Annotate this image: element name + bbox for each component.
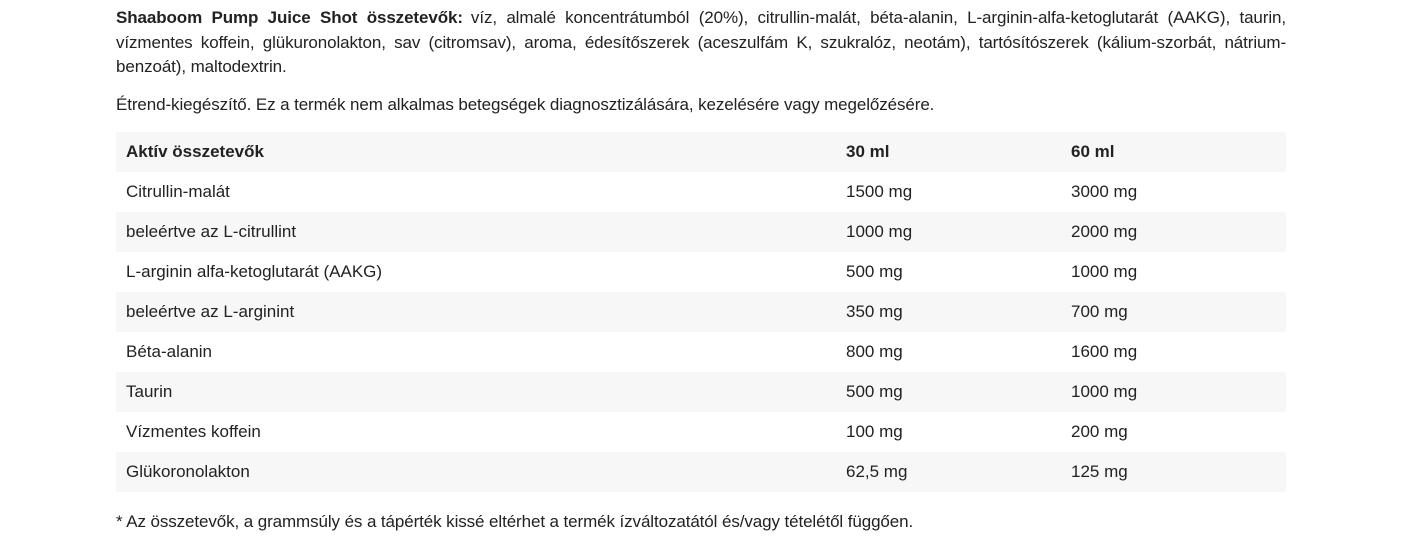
header-active-ingredients: Aktív összetevők	[126, 142, 264, 161]
table-row	[116, 292, 1286, 332]
amount-30ml: 350 mg	[846, 302, 903, 321]
table-row	[116, 212, 1286, 252]
amount-60ml: 1000 mg	[1071, 262, 1138, 281]
amount-60ml: 700 mg	[1071, 302, 1128, 321]
amount-60ml: 125 mg	[1071, 462, 1128, 481]
ingredient-name: Glükoronolakton	[126, 462, 250, 481]
amount-30ml: 1000 mg	[846, 222, 913, 241]
header-60ml: 60 ml	[1071, 142, 1115, 161]
ingredient-name: Vízmentes koffein	[126, 422, 261, 441]
amount-30ml: 500 mg	[846, 382, 903, 401]
amount-30ml: 62,5 mg	[846, 462, 908, 481]
ingredients-paragraph	[116, 6, 1286, 80]
table-row	[116, 172, 1286, 212]
amount-30ml: 500 mg	[846, 262, 903, 281]
ingredient-name: beleértve az L-citrullint	[126, 222, 297, 241]
ingredient-name: beleértve az L-arginint	[126, 302, 295, 321]
product-description	[116, 6, 1286, 117]
ingredients-text: víz, almalé koncentrátumból (20%), citrullin-malát, béta-alanin, L-arginin-alfa-ketoglutarát (AAKG), taurin, vízmentes koffein, glükuronolakton, sav (citromsav), aroma, édesítőszerek (aceszulfám K, szukralóz, neotám), tartósítószerek (kálium-szorbát, nátrium-benzoát), maltodextrin.	[116, 8, 1286, 76]
supplement-notice: Étrend-kiegészítő. Ez a termék nem alkalmas betegségek diagnosztizálására, kezelésére vagy megelőzésére.	[116, 94, 935, 114]
amount-60ml: 1000 mg	[1071, 382, 1138, 401]
amount-60ml: 1600 mg	[1071, 342, 1138, 361]
footnote: * Az összetevők, a grammsúly és a tápérték kissé eltérhet a termék ízváltozatától és/vagy tételétől függően.	[116, 512, 914, 531]
ingredient-name: L-arginin alfa-ketoglutarát (AAKG)	[126, 262, 383, 281]
amount-30ml: 800 mg	[846, 342, 903, 361]
table-row	[116, 412, 1286, 452]
ingredient-name: Béta-alanin	[126, 342, 213, 361]
ingredients-lead: Shaaboom Pump Juice Shot összetevők:	[116, 8, 463, 27]
table-row	[116, 452, 1286, 492]
amount-30ml: 100 mg	[846, 422, 903, 441]
active-ingredients-table	[116, 132, 1286, 492]
amount-60ml: 3000 mg	[1071, 182, 1138, 201]
ingredient-name: Taurin	[126, 382, 173, 401]
header-30ml: 30 ml	[846, 142, 890, 161]
amount-60ml: 2000 mg	[1071, 222, 1138, 241]
ingredient-name: Citrullin-malát	[126, 182, 230, 201]
amount-60ml: 200 mg	[1071, 422, 1128, 441]
amount-30ml: 1500 mg	[846, 182, 913, 201]
table-row	[116, 252, 1286, 292]
table-header-row	[116, 132, 1286, 172]
table-row	[116, 372, 1286, 412]
table-row	[116, 332, 1286, 372]
